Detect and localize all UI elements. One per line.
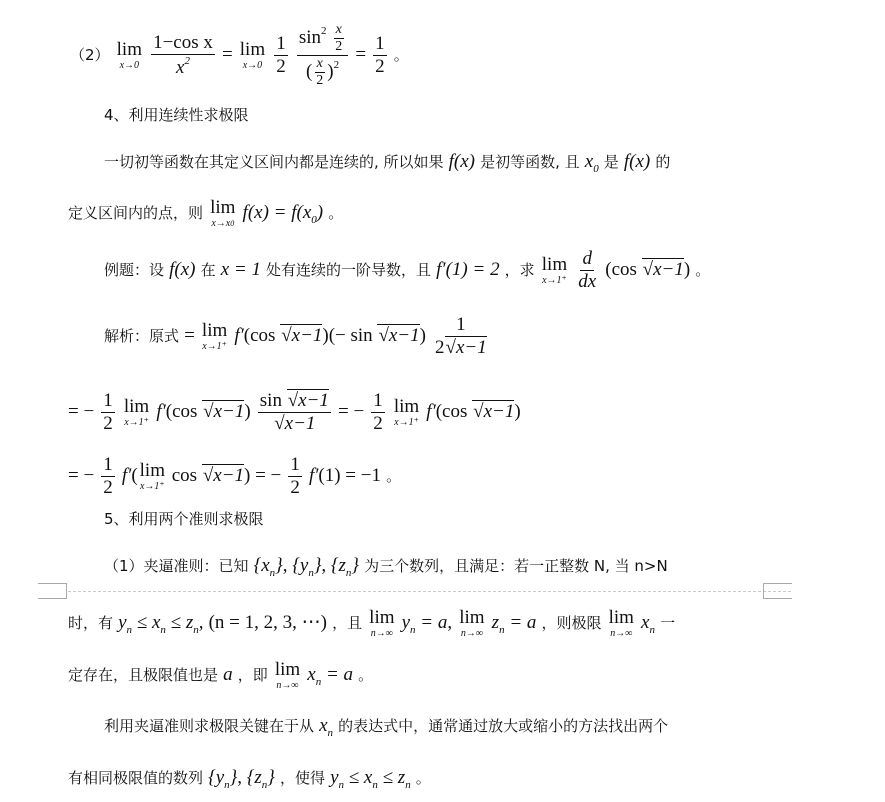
fraction-1-cos-x-over-x2: $\frac{\text{1−cos x}}{x^2}$ bbox=[153, 32, 213, 79]
item-2-label: （2） bbox=[70, 46, 110, 65]
key-paragraph-line-1: 利用夹逼准则求极限关键在于从 $x_n$ 的表达式中，通常通过放大或缩小的方法找出两个 bbox=[104, 715, 669, 739]
limit-x-to-0-b: lim x→0 bbox=[239, 39, 266, 72]
section-4-paragraph-line-1: 一切初等函数在其定义区间内都是连续的, 所以如果 f(x) 是初等函数, 且 $x_0$ 是 f(x) 的 bbox=[104, 151, 671, 175]
formula-item-2: （2） lim x→0 $\frac{\text{1−cos x}}{x^2}$ = lim x→0 $\frac{1}{2}$ $\sin^2$ $\frac{x}{2}$ ( $\frac{x}{2}$ )$^2$ = $\frac{1}{2}$ 。 bbox=[70, 22, 409, 89]
rule-1-continuation-line-1: 时，有 $y_n \le x_n \le z_n$, (n = 1, 2, 3, ⋯) ，且 lim n→∞ $y_n = a$, lim n→∞ $z_n = a$ ，则极限 lim n→∞ $x_n$ 一 bbox=[68, 607, 676, 639]
fraction-sin2-over-x2: $\sin^2$ $\frac{x}{2}$ ( $\frac{x}{2}$ )$^2$ bbox=[297, 22, 348, 89]
solution-step-3: = − $\frac{1}{2}$ f′( lim x→1⁺ cos √x−1) = − $\frac{1}{2}$ f′(1) = −1 。 bbox=[68, 454, 402, 498]
limit-x-to-0: lim x→0 bbox=[116, 39, 142, 72]
rule-1-continuation-line-2: 定存在，且极限值也是 a ，即 lim n→∞ $x_n = a$ 。 bbox=[68, 659, 374, 691]
example-line: 例题：设 f(x) 在 x = 1 处有连续的一阶导数，且 f′(1) = 2 ，求 lim x→1⁺ $\frac{d}{dx}$ (cos √x−1) 。 bbox=[104, 248, 711, 292]
fraction-half: $\frac{1}{2}$ bbox=[276, 33, 286, 78]
solution-step-2: = − $\frac{1}{2}$ lim x→1⁺ f′(cos √x−1) $\frac{\sin √x-1}{√x-1}$ = − $\frac{1}{2}$ lim x→1⁺ f′(cos √x−1) bbox=[68, 390, 521, 434]
rule-1-line: （1）夹逼准则：已知 $\{x_n\}$, $\{y_n\}$, $\{z_n\}$ 为三个数列，且满足：若一正整数 N, 当 n>N bbox=[104, 555, 668, 579]
section-5-title: 5、利用两个准则求极限 bbox=[104, 510, 264, 528]
section-4-paragraph-line-2: 定义区间内的点，则 lim x→x0 $f(x) = f(x_0)$ 。 bbox=[68, 197, 344, 229]
solution-line: 解析：原式 = lim x→1⁺ f′(cos √x−1)(− sin √x−1) $\frac{1}{2√x-1}$ bbox=[104, 314, 487, 358]
section-4-title: 4、利用连续性求极限 bbox=[104, 106, 249, 124]
key-paragraph-line-2: 有相同极限值的数列 $\{y_n\}$, $\{z_n\}$ ，使得 $y_n \le x_n \le z_n$ 。 bbox=[68, 767, 431, 791]
page-corner-left bbox=[38, 583, 67, 599]
page-corner-right bbox=[763, 583, 792, 599]
page-break-divider bbox=[0, 586, 885, 598]
fraction-half-result: $\frac{1}{2}$ bbox=[375, 33, 385, 78]
